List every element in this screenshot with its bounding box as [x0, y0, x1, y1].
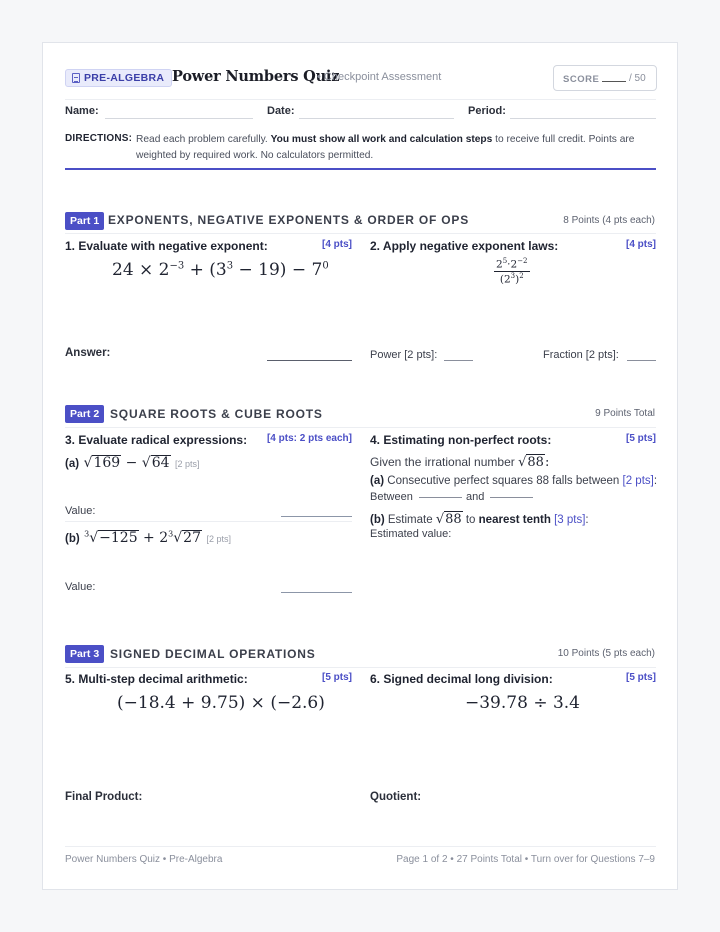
- directions-label: DIRECTIONS:: [65, 133, 133, 144]
- footer-left: Power Numbers Quiz • Pre-Algebra: [65, 854, 223, 865]
- part3-divider: [65, 667, 656, 668]
- page-subtitle: • Checkpoint Assessment: [317, 71, 442, 83]
- part2-badge: Part 2: [65, 405, 104, 423]
- q2-points: [4 pts]: [626, 239, 656, 250]
- q4a-lower-field[interactable]: [419, 497, 462, 498]
- q3b-value-label: Value:: [65, 581, 96, 593]
- subject-badge: [65, 69, 172, 87]
- footer-divider: [65, 846, 656, 847]
- q4b-estimated-label: Estimated value:: [370, 528, 452, 540]
- part1-title: EXPONENTS, NEGATIVE EXPONENTS & ORDER OF OPS: [108, 213, 470, 227]
- q4a-row: (a) Consecutive perfect squares 88 falls between [2 pts]:: [370, 475, 658, 487]
- q6-expression: −39.78 ÷ 3.4: [465, 693, 580, 713]
- part2-points: 9 Points Total: [595, 408, 655, 419]
- q4a-label: (a): [370, 475, 385, 487]
- q2-title: 2. Apply negative exponent laws:: [370, 239, 559, 253]
- date-field[interactable]: [299, 118, 454, 119]
- part2-divider: [65, 427, 656, 428]
- q3a-row: [65, 454, 200, 472]
- part3-title: SIGNED DECIMAL OPERATIONS: [110, 647, 316, 661]
- q4a-upper-field[interactable]: [490, 497, 533, 498]
- q5-title: 5. Multi-step decimal arithmetic:: [65, 672, 248, 686]
- q3-points: [4 pts: 2 pts each]: [266, 433, 352, 444]
- q6-title: 6. Signed decimal long division:: [370, 672, 553, 686]
- part1-divider: [65, 233, 656, 234]
- q3-inner-divider: [65, 521, 352, 522]
- q3a-expression: √169 − √64: [83, 455, 170, 471]
- part3-badge: Part 3: [65, 645, 104, 663]
- score-label: SCORE: [563, 74, 600, 85]
- q4-root-expression: √88:: [518, 455, 550, 470]
- q6-points: [5 pts]: [626, 672, 656, 683]
- q3-title: 3. Evaluate radical expressions:: [65, 433, 248, 447]
- period-field[interactable]: [510, 118, 656, 119]
- header-divider: [65, 99, 656, 100]
- q1-points: [4 pts]: [322, 239, 352, 250]
- date-label: Date:: [267, 105, 295, 117]
- q2-fraction-label: Fraction [2 pts]:: [543, 349, 619, 361]
- q5-answer-label: Final Product:: [65, 791, 143, 803]
- directions-text-bold: You must show all work and calculation steps: [270, 134, 493, 145]
- directions-text-2: to receive full credit. Points are weighted by required work. No calculators permitted.: [136, 134, 635, 161]
- q1-answer-label: Answer:: [65, 347, 111, 359]
- q4-title: 4. Estimating non-perfect roots:: [370, 433, 552, 447]
- part3-points: 10 Points (5 pts each): [557, 648, 655, 659]
- q3a-value-field[interactable]: [281, 516, 352, 517]
- q1-expression: $24 \times 2^{-3} + (3^3 - 19) - 7^0$: [112, 260, 329, 280]
- score-box: [553, 65, 657, 91]
- q4b-text-2: to: [462, 514, 479, 526]
- q3a-label: (a): [65, 458, 80, 470]
- q4-intro: [370, 454, 549, 470]
- q4b-label: (b): [370, 514, 385, 526]
- footer-right: Page 1 of 2 • 27 Points Total • Turn over for Questions 7–9: [396, 854, 655, 865]
- q4a-and-label: and: [466, 491, 485, 503]
- q1-answer-field[interactable]: [267, 360, 352, 361]
- q3b-value-field[interactable]: [281, 592, 352, 593]
- q2-power-field[interactable]: [444, 360, 473, 361]
- q4-intro-text: Given the irrational number: [370, 455, 515, 469]
- part1-badge: Part 1: [65, 212, 104, 230]
- q2-expression: $\frac{2^5\cdot 2^{-2}}{(2^3)^2}$: [496, 257, 528, 285]
- q3b-row: [65, 529, 231, 547]
- quiz-sheet: [42, 42, 678, 890]
- part1-points: 8 Points (4 pts each): [563, 215, 655, 226]
- directions-rule: [65, 168, 656, 170]
- part2-title: SQUARE ROOTS & CUBE ROOTS: [110, 407, 323, 421]
- q4-points: [5 pts]: [626, 433, 656, 444]
- directions-text: [136, 132, 658, 163]
- q4b-points: [3 pts]: [554, 514, 586, 526]
- q2-fraction-field[interactable]: [627, 360, 656, 361]
- q4a-between-label: Between: [370, 491, 413, 503]
- q3b-expression: $^3√-125 + 2^3√27$: [84, 529, 201, 546]
- q5-points: [5 pts]: [322, 672, 352, 683]
- document-icon: [72, 73, 80, 83]
- q1-title: 1. Evaluate with negative exponent:: [65, 239, 268, 253]
- q5-expression: (−18.4 + 9.75) × (−2.6): [117, 693, 325, 713]
- q3a-value-label: Value:: [65, 505, 96, 517]
- q3b-points: [2 pts]: [206, 534, 231, 544]
- score-total: / 50: [629, 73, 646, 84]
- subject-badge-label: PRE-ALGEBRA: [84, 72, 165, 84]
- period-label: Period:: [468, 105, 506, 117]
- q4b-row: (b) Estimate √88 to nearest tenth [3 pts]:: [370, 512, 589, 527]
- q6-answer-label: Quotient:: [370, 791, 422, 803]
- q3a-points: [2 pts]: [175, 459, 200, 469]
- q4b-text-1: Estimate: [384, 514, 436, 526]
- q2-power-label: Power [2 pts]:: [370, 349, 438, 361]
- q4b-root-expression: √88: [435, 512, 462, 527]
- q4a-points: [2 pts]: [622, 475, 654, 487]
- name-label: Name:: [65, 105, 99, 117]
- q3b-label: (b): [65, 533, 80, 545]
- directions-text-1: Read each problem carefully.: [136, 134, 271, 145]
- q4a-text: Consecutive perfect squares 88 falls between: [384, 475, 623, 487]
- page-title: Power Numbers Quiz: [172, 68, 340, 85]
- score-blank[interactable]: [602, 81, 626, 82]
- name-field[interactable]: [105, 118, 253, 119]
- q4b-bold: nearest tenth: [478, 514, 551, 526]
